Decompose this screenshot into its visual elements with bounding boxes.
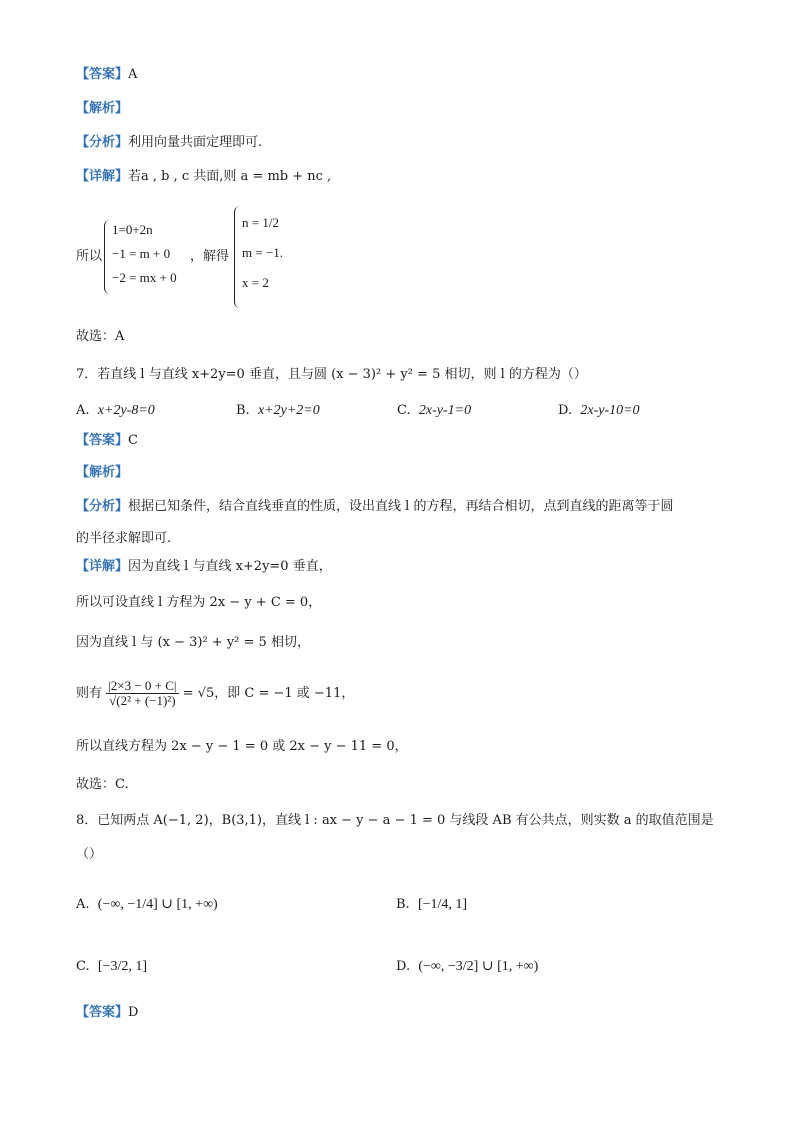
line4-prefix: 则有 [76,686,103,701]
sys2-eq2: m = −1. [242,245,284,260]
distance-fraction [106,679,178,708]
q7-conclusion: 故选：C. [76,777,129,792]
q7-line5: 所以直线方程为 2x − y − 1 = 0 或 2x − y − 11 = 0， [76,739,408,754]
q7-stem: 7．若直线 l 与直线 x+2y=0 垂直，且与圆 (x − 3)² + y² = 5 相切，则 l 的方程为（） [76,367,587,382]
line4-suffix: = √5，即 C = −1 或 −11， [182,686,355,701]
q7-analysis-tag [76,464,128,482]
answer-value: A [128,67,138,82]
q8-stem-line1: 8．已知两点 A(−1, 2)，B(3,1)，直线 l : ax − y − a − 1 = 0 与线段 AB 有公共点，则实数 a 的取值范围是 [76,813,714,828]
option-text: [−1/4, 1] [417,897,468,912]
option-text: [−3/2, 1] [97,959,147,974]
fraction-denominator: √(2² + (−1)²) [109,693,176,708]
q7-fenxi-line2: 的半径求解即可. [76,531,172,546]
q6-answer-line [76,66,137,84]
option-label: B. [236,403,250,418]
option-label: C. [76,959,90,974]
q7-option-b [236,402,320,420]
left-brace-1 [104,220,111,294]
suoyi-label: 所以 [76,249,103,264]
equation-system-2 [242,208,283,298]
q7-xiangjie-line [76,558,332,576]
option-text: (−∞, −3/2] ∪ [1, +∞) [418,959,539,974]
xiangjie-tag: 【详解】 [76,169,129,184]
q7-line3: 因为直线 l 与 (x − 3)² + y² = 5 相切， [76,635,310,650]
analysis-tag: 【解析】 [76,101,129,116]
answer-value: C [128,433,138,448]
q8-stem-line2: （） [76,847,103,862]
sys1-eq2: −1 = m + 0 [112,246,171,261]
q8-option-b [396,896,467,914]
answer-value: D [128,1005,139,1020]
q7-fenxi-line1 [76,498,673,516]
q7-line2: 所以可设直线 l 方程为 2x − y + C = 0， [76,595,322,610]
xiangjie-text: 若a , b , c 共面,则 a = mb + nc , [128,169,332,184]
option-label: D. [558,403,573,418]
option-label: C. [397,403,411,418]
q6-conclusion: 故选：A [76,329,125,344]
q7-option-c [397,402,471,420]
jiede-label: ，解得 [190,249,230,264]
q7-answer-line [76,432,138,450]
q8-option-a [76,896,218,914]
answer-tag: 【答案】 [76,67,129,82]
sys2-eq3: x = 2 [242,275,269,290]
q6-fenxi-line [76,134,262,152]
q6-xiangjie-line [76,168,331,186]
fenxi-text: 利用向量共面定理即可. [128,135,263,150]
option-text: 2x-y-10=0 [580,403,640,418]
option-text: (−∞, −1/4] ∪ [1, +∞) [97,897,218,912]
left-brace-2 [234,206,241,308]
fenxi-tag: 【分析】 [76,499,129,514]
option-text: 2x-y-1=0 [418,403,472,418]
option-text: x+2y+2=0 [257,403,320,418]
equation-system-1 [112,218,177,290]
answer-tag: 【答案】 [76,433,129,448]
sys1-eq3: −2 = mx + 0 [112,270,177,285]
option-text: x+2y-8=0 [97,403,155,418]
fraction-numerator: |2×3 − 0 + C| [108,678,177,693]
option-label: A. [76,897,90,912]
q7-line4 [76,672,354,716]
sys2-eq1: n = 1/2 [242,215,279,230]
sys1-eq1: 1=0+2n [112,222,153,237]
xiangjie-text: 因为直线 l 与直线 x+2y=0 垂直， [128,559,332,574]
fenxi-tag: 【分析】 [76,135,129,150]
fenxi-text: 根据已知条件，结合直线垂直的性质，设出直线 l 的方程，再结合相切，点到直线的距离等于圆 [128,499,674,514]
option-label: B. [396,897,410,912]
q8-option-d [396,958,538,976]
option-label: A. [76,403,90,418]
answer-tag: 【答案】 [76,1005,129,1020]
option-label: D. [396,959,411,974]
q7-option-d [558,402,640,420]
analysis-tag: 【解析】 [76,465,129,480]
q7-option-a [76,402,155,420]
q8-answer-line [76,1004,138,1022]
xiangjie-tag: 【详解】 [76,559,129,574]
q6-analysis-tag [76,100,128,118]
q8-option-c [76,958,147,976]
